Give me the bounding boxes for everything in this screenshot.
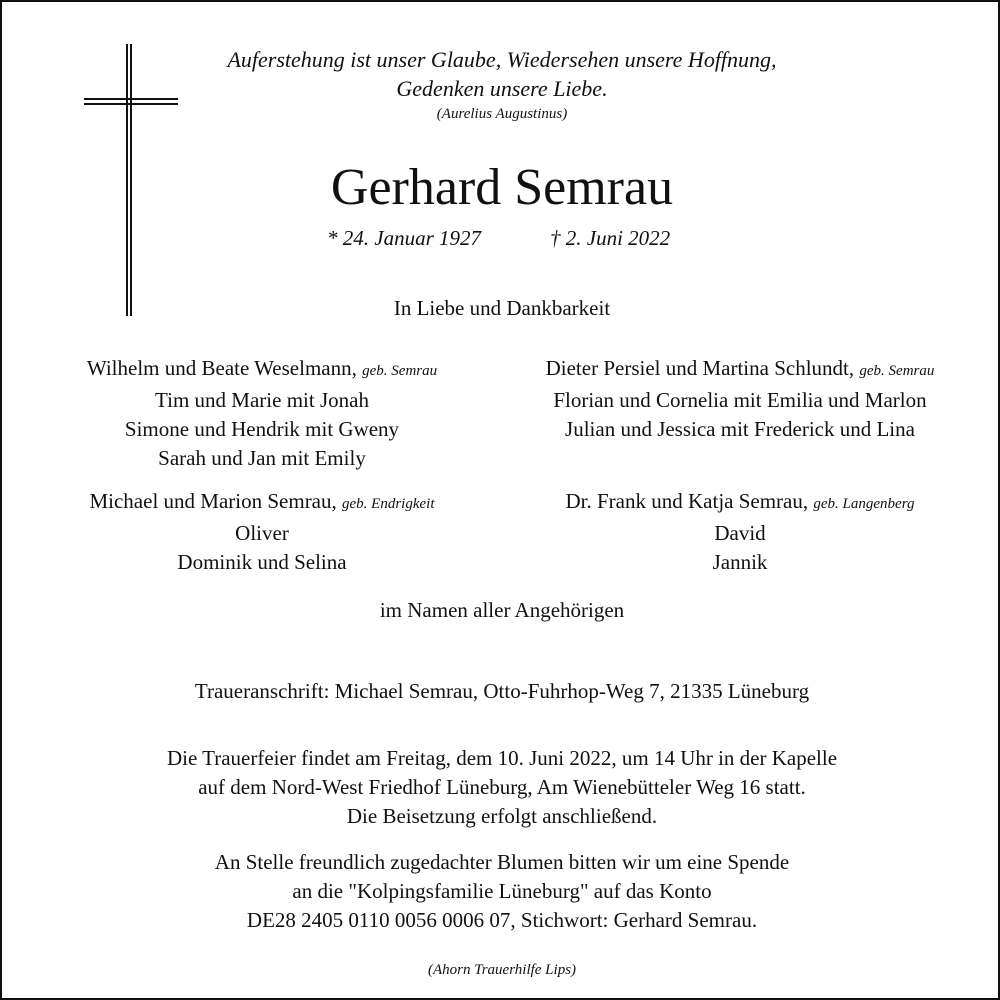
ceremony-info (2, 744, 1000, 831)
family-member: Julian und Jessica mit Frederick und Lina (565, 417, 915, 441)
donation-line: An Stelle freundlich zugedachter Blumen bitten wir um eine Spende (214, 850, 790, 874)
quote (2, 45, 1000, 103)
dedication: In Liebe und Dankbarkeit (393, 296, 611, 320)
family-member: Dominik und Selina (177, 550, 347, 574)
maiden-name: geb. Semrau (362, 363, 438, 379)
family-head (37, 354, 487, 386)
family-head-name: Dr. Frank und Katja Semrau, (565, 489, 809, 513)
family-head-name: Michael und Marion Semrau, (89, 489, 337, 513)
family-member: David (714, 521, 766, 545)
ceremony-line: auf dem Nord-West Friedhof Lüneburg, Am Wienebütteler Weg 16 statt. (198, 775, 806, 799)
mourning-address: Traueranschrift: Michael Semrau, Otto-Fuhrhop-Weg 7, 21335 Lüneburg (194, 679, 810, 703)
family-head-name: Wilhelm und Beate Weselmann, (86, 356, 357, 380)
quote-line-2: Gedenken unsere Liebe. (396, 76, 608, 101)
family-member: Oliver (235, 521, 289, 545)
quote-author: (Aurelius Augustinus) (436, 106, 568, 122)
quote-line-1: Auferstehung ist unser Glaube, Wiedersehen unsere Hoffnung, (227, 47, 777, 72)
family-member: Florian und Cornelia mit Emilia und Marlon (553, 388, 927, 412)
ceremony-line: Die Beisetzung erfolgt anschließend. (346, 804, 658, 828)
maiden-name: geb. Semrau (859, 363, 935, 379)
family-head (490, 487, 990, 519)
family-member: Jannik (712, 550, 768, 574)
on-behalf: im Namen aller Angehörigen (379, 598, 625, 622)
family-member: Simone und Hendrik mit Gweny (124, 417, 400, 441)
family-block-frank-semrau (490, 487, 990, 577)
family-block-michael-semrau (37, 487, 487, 577)
maiden-name: geb. Langenberg (813, 496, 915, 512)
deceased-name: Gerhard Semrau (330, 159, 674, 216)
family-member: Tim und Marie mit Jonah (155, 388, 369, 412)
family-block-weselmann (37, 354, 487, 473)
family-member: Sarah und Jan mit Emily (158, 446, 366, 470)
death-date: † 2. Juni 2022 (550, 226, 671, 250)
donation-line: an die "Kolpingsfamilie Lüneburg" auf das Konto (292, 879, 712, 903)
ceremony-line: Die Trauerfeier findet am Freitag, dem 10. Juni 2022, um 14 Uhr in der Kapelle (166, 746, 838, 770)
family-head (490, 354, 990, 386)
funeral-home: (Ahorn Trauerhilfe Lips) (427, 962, 577, 978)
family-head (37, 487, 487, 519)
birth-date: * 24. Januar 1927 (327, 226, 481, 250)
family-head-name: Dieter Persiel und Martina Schlundt, (545, 356, 855, 380)
maiden-name: geb. Endrigkeit (342, 496, 435, 512)
family-block-persiel (490, 354, 990, 444)
donation-line: DE28 2405 0110 0056 0006 07, Stichwort: Gerhard Semrau. (246, 908, 758, 932)
donation-info (2, 848, 1000, 935)
